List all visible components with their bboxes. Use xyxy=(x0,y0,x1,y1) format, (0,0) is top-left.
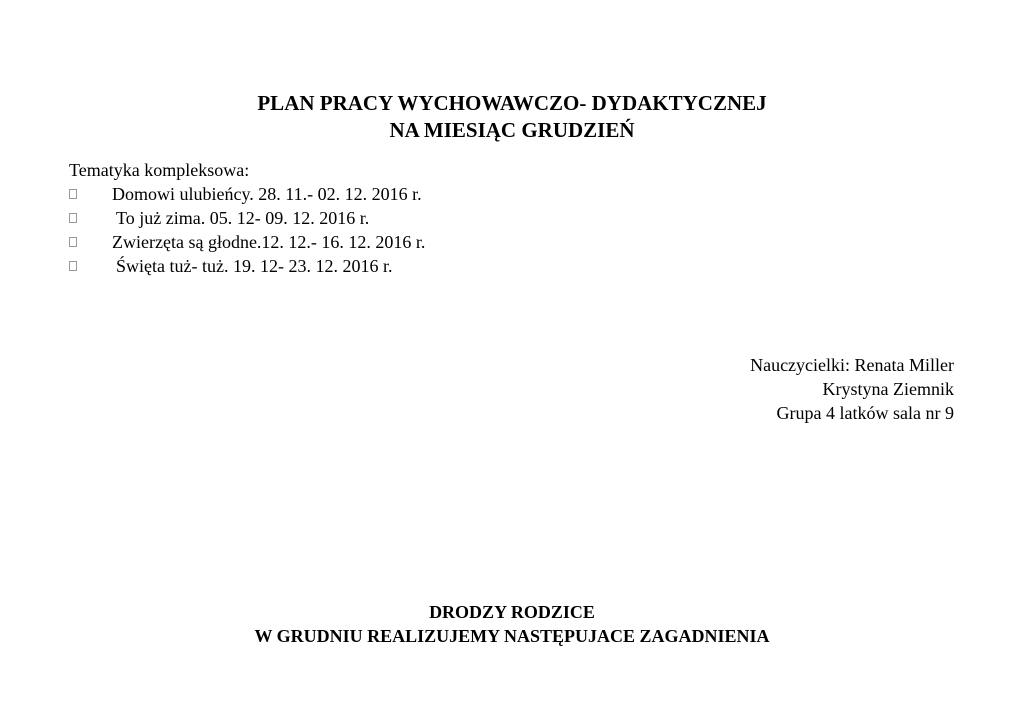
page-title-line-2: NA MIESIĄC GRUDZIEŃ xyxy=(389,118,635,142)
square-bullet-icon xyxy=(69,189,77,199)
teachers-line-1: Nauczycielki: Renata Miller xyxy=(750,355,954,375)
list-item xyxy=(69,206,370,230)
footer-heading-line-1: DRODZY RODZICE xyxy=(429,602,595,622)
footer-heading-line-2: W GRUDNIU REALIZUJEMY NASTĘPUJACE ZAGADNIENIA xyxy=(254,626,770,646)
teachers-line-2: Krystyna Ziemnik xyxy=(822,379,954,399)
square-bullet-icon xyxy=(69,261,77,271)
list-item xyxy=(69,254,393,278)
list-item xyxy=(69,182,422,206)
topic-text: Domowi ulubieńcy. 28. 11.- 02. 12. 2016 r. xyxy=(112,184,422,204)
square-bullet-icon xyxy=(69,237,77,247)
teachers-block xyxy=(750,353,954,425)
group-info: Grupa 4 latków sala nr 9 xyxy=(776,403,954,423)
topic-text: Zwierzęta są głodne.12. 12.- 16. 12. 2016 r. xyxy=(112,232,426,252)
topics-section xyxy=(69,158,426,278)
topic-text: To już zima. 05. 12- 09. 12. 2016 r. xyxy=(116,208,370,228)
square-bullet-icon xyxy=(69,213,77,223)
list-item xyxy=(69,230,426,254)
page-title-line-1: PLAN PRACY WYCHOWAWCZO- DYDAKTYCZNEJ xyxy=(257,91,767,115)
topic-text: Święta tuż- tuż. 19. 12- 23. 12. 2016 r. xyxy=(116,256,393,276)
topics-heading: Tematyka kompleksowa: xyxy=(69,160,250,180)
